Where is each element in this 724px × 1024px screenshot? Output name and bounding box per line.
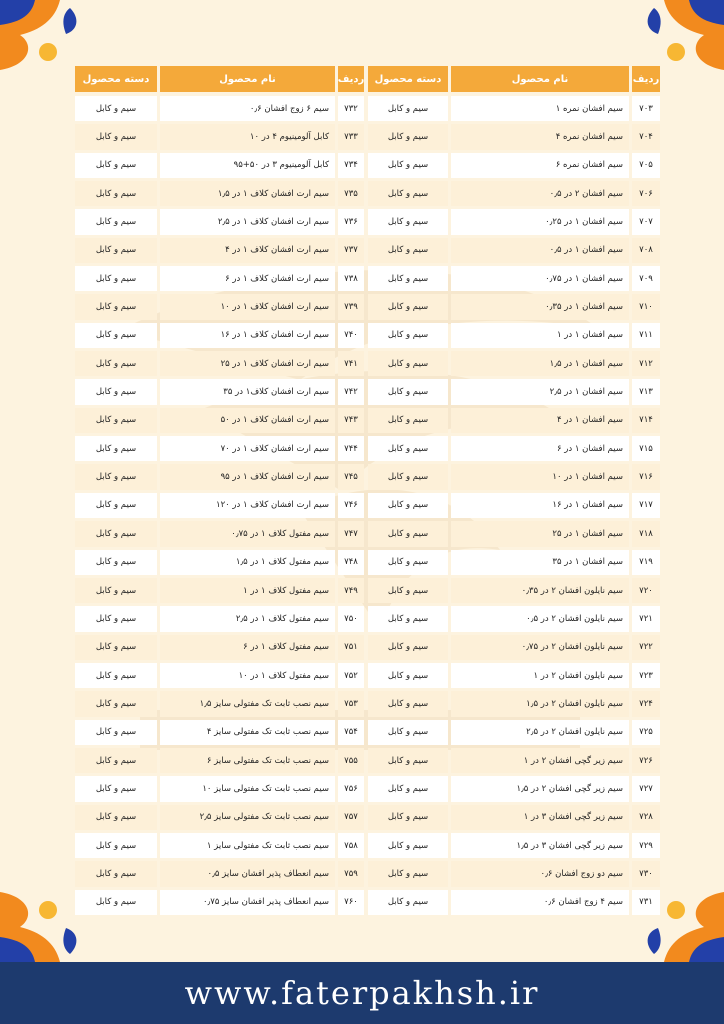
row-index: ۷۵۷ [338,805,364,830]
table-row [368,578,660,603]
table-row [368,209,660,234]
row-product-name: سیم مفتول کلاف ۱ در ۱۰ [160,663,335,688]
table-header-right [368,66,660,92]
row-product-name: سیم افشان ۲ در ۰٫۵ [451,181,629,206]
product-table [72,66,660,918]
row-category: سیم و کابل [75,861,157,886]
header-category: دسته محصول [368,66,448,92]
table-row [72,691,364,716]
row-category: سیم و کابل [75,748,157,773]
table-row [368,266,660,291]
row-category: سیم و کابل [368,408,448,433]
row-product-name: سیم زیر گچی افشان ۳ در ۱ [451,805,629,830]
table-row [368,720,660,745]
row-category: سیم و کابل [368,124,448,149]
row-product-name: سیم مفتول کلاف ۱ در ۰٫۷۵ [160,521,335,546]
row-product-name: سیم افشان ۱ در ۴ [451,408,629,433]
table-row [72,153,364,178]
row-category: سیم و کابل [368,748,448,773]
row-product-name: سیم افشان ۱ در ۲۵ [451,521,629,546]
table-row [368,663,660,688]
row-product-name: سیم نایلون افشان ۲ در ۰٫۵ [451,606,629,631]
row-product-name: سیم نصب ثابت تک مفتولی سایز ۱٫۵ [160,691,335,716]
row-index: ۷۵۱ [338,635,364,660]
table-body-right [368,96,660,918]
row-product-name: سیم نصب ثابت تک مفتولی سایز ۲٫۵ [160,805,335,830]
row-product-name: سیم مفتول کلاف ۱ در ۶ [160,635,335,660]
row-category: سیم و کابل [368,323,448,348]
row-index: ۷۰۳ [632,96,660,121]
row-product-name: سیم ۴ زوج افشان ۰٫۶ [451,890,629,915]
table-row [368,606,660,631]
table-row [72,890,364,915]
row-index: ۷۰۴ [632,124,660,149]
row-product-name: سیم زیر گچی افشان ۳ در ۱٫۵ [451,833,629,858]
table-row [72,776,364,801]
table-row [72,266,364,291]
row-category: سیم و کابل [368,521,448,546]
row-product-name: سیم افشان ۱ در ۰٫۵ [451,238,629,263]
row-index: ۷۲۶ [632,748,660,773]
row-product-name: سیم افشان ۱ در ۱٫۵ [451,351,629,376]
row-category: سیم و کابل [368,550,448,575]
row-product-name: سیم نایلون افشان ۲ در ۰٫۳۵ [451,578,629,603]
row-product-name: سیم نصب ثابت تک مفتولی سایز ۱ [160,833,335,858]
row-category: سیم و کابل [368,266,448,291]
row-product-name: سیم مفتول کلاف ۱ در ۱ [160,578,335,603]
table-row [72,663,364,688]
row-category: سیم و کابل [75,663,157,688]
row-index: ۷۰۵ [632,153,660,178]
row-product-name: کابل آلومینیوم ۴ در ۱۰ [160,124,335,149]
table-row [72,436,364,461]
table-row [72,833,364,858]
footer-banner [0,962,724,1024]
table-row [72,861,364,886]
row-index: ۷۱۰ [632,294,660,319]
row-index: ۷۵۵ [338,748,364,773]
row-category: سیم و کابل [75,521,157,546]
row-index: ۷۳۹ [338,294,364,319]
row-index: ۷۵۲ [338,663,364,688]
table-row [368,464,660,489]
row-index: ۷۱۹ [632,550,660,575]
row-category: سیم و کابل [75,351,157,376]
row-index: ۷۵۳ [338,691,364,716]
row-product-name: سیم افشان ۱ در ۰٫۳۵ [451,294,629,319]
row-index: ۷۲۳ [632,663,660,688]
row-category: سیم و کابل [368,805,448,830]
row-product-name: سیم زیر گچی افشان ۲ در ۱ [451,748,629,773]
row-product-name: سیم نایلون افشان ۲ در ۱٫۵ [451,691,629,716]
row-index: ۷۴۹ [338,578,364,603]
row-category: سیم و کابل [368,181,448,206]
row-product-name: سیم افشان ۱ در ۰٫۷۵ [451,266,629,291]
row-index: ۷۱۲ [632,351,660,376]
table-row [368,408,660,433]
row-category: سیم و کابل [368,294,448,319]
row-category: سیم و کابل [75,635,157,660]
table-row [368,238,660,263]
row-category: سیم و کابل [75,181,157,206]
row-product-name: سیم نصب ثابت تک مفتولی سایز ۴ [160,720,335,745]
row-product-name: سیم نصب ثابت تک مفتولی سایز ۱۰ [160,776,335,801]
table-row [72,408,364,433]
table-row [72,578,364,603]
table-row [72,521,364,546]
row-product-name: سیم ارت افشان کلاف ۱ در ۲۵ [160,351,335,376]
row-product-name: سیم افشان ۱ در ۱ [451,323,629,348]
row-product-name: سیم نصب ثابت تک مفتولی سایز ۶ [160,748,335,773]
row-category: سیم و کابل [368,663,448,688]
row-category: سیم و کابل [75,720,157,745]
row-product-name: سیم مفتول کلاف ۱ در ۱٫۵ [160,550,335,575]
row-index: ۷۰۷ [632,209,660,234]
row-product-name: سیم ارت افشان کلاف ۱ در ۲٫۵ [160,209,335,234]
row-category: سیم و کابل [75,323,157,348]
row-index: ۷۱۵ [632,436,660,461]
table-row [72,294,364,319]
row-category: سیم و کابل [75,153,157,178]
row-product-name: سیم ارت افشان کلاف ۱ در ۵۰ [160,408,335,433]
table-row [368,521,660,546]
row-product-name: سیم انعطاف پذیر افشان سایز ۰٫۷۵ [160,890,335,915]
table-row [368,748,660,773]
row-index: ۷۱۳ [632,379,660,404]
row-index: ۷۴۷ [338,521,364,546]
table-row [368,124,660,149]
table-row [72,805,364,830]
row-index: ۷۴۵ [338,464,364,489]
row-category: سیم و کابل [75,294,157,319]
row-index: ۷۴۶ [338,493,364,518]
row-category: سیم و کابل [368,691,448,716]
row-category: سیم و کابل [75,209,157,234]
table-row [368,833,660,858]
row-category: سیم و کابل [368,238,448,263]
row-product-name: سیم افشان نمره ۱ [451,96,629,121]
table-row [72,635,364,660]
row-product-name: سیم ارت افشان کلاف ۱ در ۱۶ [160,323,335,348]
row-product-name: سیم افشان ۱ در ۳۵ [451,550,629,575]
row-category: سیم و کابل [75,266,157,291]
row-category: سیم و کابل [75,464,157,489]
row-category: سیم و کابل [75,776,157,801]
table-row [368,351,660,376]
table-row [72,606,364,631]
row-index: ۷۶۰ [338,890,364,915]
row-product-name: سیم نایلون افشان ۲ در ۰٫۷۵ [451,635,629,660]
row-category: سیم و کابل [75,550,157,575]
row-category: سیم و کابل [75,493,157,518]
row-category: سیم و کابل [75,238,157,263]
row-product-name: سیم نایلون افشان ۲ در ۲٫۵ [451,720,629,745]
row-product-name: سیم ارت افشان کلاف ۱ در ۴ [160,238,335,263]
row-index: ۷۰۶ [632,181,660,206]
table-row [72,379,364,404]
header-product-name: نام محصول [451,66,629,92]
row-index: ۷۲۱ [632,606,660,631]
table-column-group-left [72,66,364,918]
table-row [368,96,660,121]
row-index: ۷۳۵ [338,181,364,206]
row-product-name: سیم افشان ۱ در ۰٫۲۵ [451,209,629,234]
row-product-name: سیم ارت افشان کلاف ۱ در ۹۵ [160,464,335,489]
row-index: ۷۴۴ [338,436,364,461]
row-index: ۷۱۴ [632,408,660,433]
row-index: ۷۵۴ [338,720,364,745]
table-row [72,96,364,121]
row-index: ۷۳۰ [632,861,660,886]
row-product-name: سیم افشان ۱ در ۱۰ [451,464,629,489]
row-category: سیم و کابل [75,578,157,603]
table-row [72,464,364,489]
row-index: ۷۲۰ [632,578,660,603]
table-row [72,124,364,149]
table-row [72,323,364,348]
row-product-name: سیم مفتول کلاف ۱ در ۲٫۵ [160,606,335,631]
row-index: ۷۱۱ [632,323,660,348]
row-category: سیم و کابل [368,606,448,631]
row-category: سیم و کابل [368,776,448,801]
row-category: سیم و کابل [75,691,157,716]
row-index: ۷۲۹ [632,833,660,858]
row-index: ۷۲۴ [632,691,660,716]
row-category: سیم و کابل [368,890,448,915]
row-category: سیم و کابل [75,606,157,631]
row-category: سیم و کابل [75,124,157,149]
row-index: ۷۳۴ [338,153,364,178]
row-product-name: سیم ارت افشان کلاف ۱ در ۱۰ [160,294,335,319]
row-category: سیم و کابل [368,436,448,461]
row-index: ۷۱۶ [632,464,660,489]
table-row [72,351,364,376]
row-index: ۷۵۰ [338,606,364,631]
row-index: ۷۲۸ [632,805,660,830]
table-row [72,720,364,745]
table-row [72,238,364,263]
row-category: سیم و کابل [368,833,448,858]
row-product-name: سیم ارت افشان کلاف ۱ در ۷۰ [160,436,335,461]
row-index: ۷۴۰ [338,323,364,348]
row-product-name: سیم ۶ زوج افشان ۰٫۶ [160,96,335,121]
row-category: سیم و کابل [368,493,448,518]
table-row [72,748,364,773]
row-category: سیم و کابل [368,351,448,376]
row-index: ۷۳۱ [632,890,660,915]
row-index: ۷۲۷ [632,776,660,801]
row-product-name: سیم نایلون افشان ۲ در ۱ [451,663,629,688]
row-index: ۷۵۸ [338,833,364,858]
table-row [72,550,364,575]
table-row [368,153,660,178]
table-row [368,861,660,886]
row-index: ۷۴۱ [338,351,364,376]
row-product-name: سیم افشان ۱ در ۲٫۵ [451,379,629,404]
row-index: ۷۳۳ [338,124,364,149]
row-product-name: سیم ارت افشان کلاف ۱ در ۱۲۰ [160,493,335,518]
row-product-name: سیم افشان ۱ در ۶ [451,436,629,461]
row-index: ۷۲۲ [632,635,660,660]
row-index: ۷۱۸ [632,521,660,546]
row-index: ۷۴۸ [338,550,364,575]
row-product-name: سیم ارت افشان کلاف ۱ در ۶ [160,266,335,291]
row-category: سیم و کابل [368,153,448,178]
table-row [368,379,660,404]
row-category: سیم و کابل [368,464,448,489]
row-product-name: سیم ارت افشان کلاف ۱ در ۱٫۵ [160,181,335,206]
row-index: ۷۵۹ [338,861,364,886]
table-row [72,493,364,518]
header-product-name: نام محصول [160,66,335,92]
table-row [368,294,660,319]
table-body-left [72,96,364,918]
website-url[interactable]: www.faterpakhsh.ir [184,974,540,1012]
row-product-name: کابل آلومینیوم ۳ در ۵۰+۹۵ [160,153,335,178]
table-row [368,635,660,660]
table-row [368,493,660,518]
row-index: ۷۴۲ [338,379,364,404]
row-category: سیم و کابل [368,861,448,886]
row-product-name: سیم ارت افشان کلاف۱ در ۳۵ [160,379,335,404]
row-index: ۷۰۸ [632,238,660,263]
table-row [368,890,660,915]
row-category: سیم و کابل [368,379,448,404]
table-row [368,181,660,206]
row-index: ۷۳۷ [338,238,364,263]
header-index: ردیف [338,66,364,92]
row-product-name: سیم افشان نمره ۴ [451,124,629,149]
row-category: سیم و کابل [75,436,157,461]
row-category: سیم و کابل [368,720,448,745]
row-product-name: سیم انعطاف پذیر افشان سایز ۰٫۵ [160,861,335,886]
table-row [368,691,660,716]
row-category: سیم و کابل [75,408,157,433]
row-index: ۷۰۹ [632,266,660,291]
header-category: دسته محصول [75,66,157,92]
row-index: ۷۳۶ [338,209,364,234]
table-row [368,776,660,801]
row-product-name: سیم زیر گچی افشان ۲ در ۱٫۵ [451,776,629,801]
table-row [368,550,660,575]
row-product-name: سیم افشان نمره ۶ [451,153,629,178]
table-row [368,323,660,348]
row-index: ۷۵۶ [338,776,364,801]
row-category: سیم و کابل [75,833,157,858]
row-index: ۷۳۸ [338,266,364,291]
header-index: ردیف [632,66,660,92]
row-category: سیم و کابل [368,578,448,603]
row-category: سیم و کابل [368,209,448,234]
table-column-group-right [368,66,660,918]
table-row [72,209,364,234]
row-category: سیم و کابل [75,890,157,915]
table-row [72,181,364,206]
row-category: سیم و کابل [75,379,157,404]
row-category: سیم و کابل [368,635,448,660]
row-index: ۷۱۷ [632,493,660,518]
row-category: سیم و کابل [75,805,157,830]
row-index: ۷۴۳ [338,408,364,433]
table-header-left [72,66,364,92]
row-index: ۷۲۵ [632,720,660,745]
table-row [368,805,660,830]
row-category: سیم و کابل [75,96,157,121]
row-product-name: سیم دو زوج افشان ۰٫۶ [451,861,629,886]
row-category: سیم و کابل [368,96,448,121]
table-row [368,436,660,461]
row-product-name: سیم افشان ۱ در ۱۶ [451,493,629,518]
row-index: ۷۳۲ [338,96,364,121]
